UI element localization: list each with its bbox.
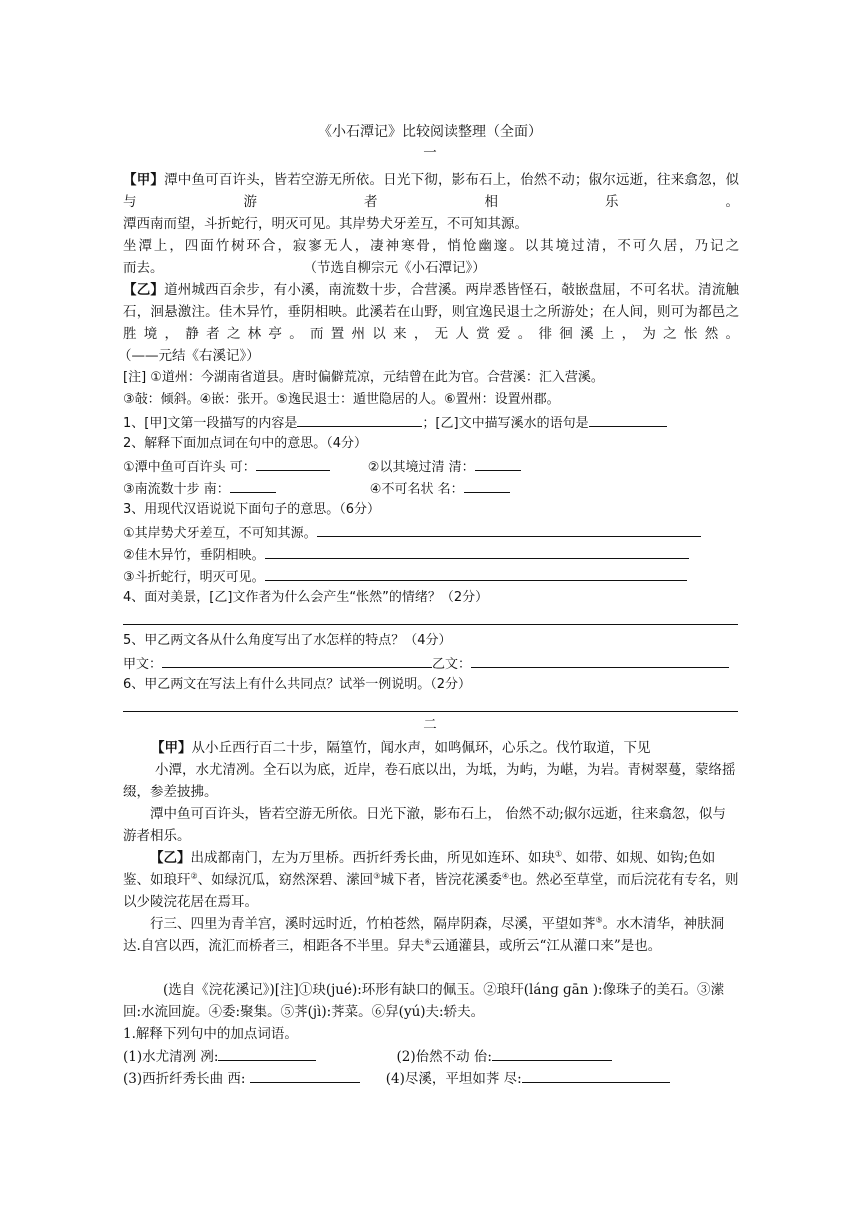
s1-yi-source: （——元结《右溪记》） bbox=[118, 348, 260, 364]
s1-yi-tag: 【乙】 bbox=[123, 282, 165, 298]
s2-q1-answer-4[interactable] bbox=[522, 1067, 670, 1083]
s2-q1-answer-3[interactable] bbox=[250, 1067, 360, 1083]
s1-question-6: 6、甲乙两文在写法上有什么共同点？试举一例说明。（2分） bbox=[123, 677, 472, 692]
s1-question-5-answers bbox=[123, 652, 729, 674]
s1-q3-item-2: ②佳木异竹，垂阴相映。 bbox=[123, 548, 265, 563]
s1-question-4: 4、面对美景，[乙]文作者为什么会产生“怅然”的情绪？（2分） bbox=[123, 590, 489, 605]
s1-note-2: ③敧：倾斜。④嵌：张开。⑤逸民退士：遁世隐居的人。⑥置州：设置州郡。 bbox=[123, 392, 560, 407]
s2-q1-item-2: (2)佁然不动 佁: bbox=[396, 1049, 492, 1065]
s1-question-2: 2、解释下面加点词在句中的意思。（4分） bbox=[123, 436, 368, 451]
s2-jia-paragraph-2: 潭中鱼可百许头，皆若空游无所依。日光下澈，影布石上， 佁然不动;俶尔远逝，往来翕忽，似与游者相乐。 bbox=[123, 806, 726, 844]
s1-question-1 bbox=[123, 411, 667, 433]
s2-jia-tag: 【甲】 bbox=[151, 740, 192, 756]
s1-q1-answer-b[interactable] bbox=[589, 411, 667, 427]
s1-q3-answer-2[interactable] bbox=[265, 543, 689, 559]
s1-question-2-row-1 bbox=[123, 455, 521, 477]
s1-q2-answer-4[interactable] bbox=[464, 477, 510, 493]
s2-yi-text-2b: 。水木清华，神肤洞达.自宫以西，流汇而桥者三，相距各不半里。舁夫 bbox=[123, 916, 725, 954]
s1-jia-paragraph-1 bbox=[123, 169, 739, 213]
s2-jia-paragraph-1a bbox=[151, 737, 651, 759]
s1-q3-item-1: ①其岸势犬牙差互，不可知其源。 bbox=[123, 526, 317, 541]
s1-jia-text-3b: 而去。 bbox=[123, 260, 164, 276]
s1-question-3-item-2 bbox=[123, 543, 689, 565]
s1-q1-part-b: ；[乙]文中描写溪水的语句是 bbox=[422, 416, 589, 431]
s1-yi-paragraph bbox=[123, 279, 739, 345]
s2-yi-paragraph-1 bbox=[123, 847, 739, 913]
s1-q3-item-3: ③斗折蛇行，明灭可见。 bbox=[123, 570, 265, 585]
s1-q5-jia-label: 甲文： bbox=[123, 657, 163, 672]
s1-q3-answer-3[interactable] bbox=[265, 565, 687, 581]
s1-q4-answer-line[interactable] bbox=[123, 624, 738, 625]
s2-question-1-row-1 bbox=[123, 1045, 612, 1067]
s1-question-3: 3、用现代汉语说说下面句子的意思。（6分） bbox=[123, 502, 381, 517]
s2-footnote-mark-6: ⑥ bbox=[424, 937, 432, 947]
s1-q2-item-3: ③南流数十步 南： bbox=[123, 482, 230, 497]
s1-jia-source: （节选自柳宗元《小石潭记》） bbox=[303, 260, 486, 276]
s2-q1-item-3: (3)西折纤秀长曲 西: bbox=[123, 1071, 250, 1087]
s2-footnote-mark-3: ③ bbox=[373, 871, 381, 881]
s1-q5-yi-answer[interactable] bbox=[471, 652, 729, 668]
s2-yi-text-2a: 行三、四里为青羊宫，溪时远时近，竹柏苍然，隔岸阴森，尽溪，平望如荠 bbox=[150, 916, 596, 932]
s1-question-3-item-1 bbox=[123, 521, 701, 543]
s2-footnote-mark-1: ① bbox=[555, 849, 563, 859]
s2-question-1-row-2 bbox=[123, 1067, 670, 1089]
s2-yi-text-a: 出成都南门，左为万里桥。西折纤秀长曲，所见如连环、如玦 bbox=[190, 850, 555, 866]
s2-footnote-mark-5: ⑤ bbox=[595, 915, 603, 925]
s2-yi-text-c: 、如绿沉瓜，窈然深碧、潆回 bbox=[197, 872, 374, 888]
s1-q3-answer-1[interactable] bbox=[317, 521, 701, 537]
s2-q1-answer-2[interactable] bbox=[492, 1045, 612, 1061]
s2-yi-text-d: 城下者，皆浣花溪委 bbox=[380, 872, 502, 888]
section-heading-1: 一 bbox=[423, 145, 437, 161]
s1-jia-tag: 【甲】 bbox=[123, 172, 165, 188]
s2-jia-text-1a: 从小丘西行百二十步，隔篁竹，闻水声，如鸣佩环，心乐之。伐竹取道，下见 bbox=[191, 740, 651, 756]
document-title: 《小石潭记》比较阅读整理（全面） bbox=[318, 124, 542, 140]
s1-jia-paragraph-3a: 坐潭上，四面竹树环合，寂寥无人，凄神寒骨，悄怆幽邃。以其境过清，不可久居，乃记之 bbox=[123, 238, 739, 254]
s2-yi-text-e: 也。然必至草堂，而后浣花有专名，则以少陵浣花居在焉耳。 bbox=[123, 872, 739, 910]
s1-q1-part-a: 1、[甲]文第一段描写的内容是 bbox=[123, 416, 298, 431]
s1-q1-answer-a[interactable] bbox=[297, 411, 422, 427]
s2-yi-text-2c: 云通灌县，或所云“江从灌口来”是也。 bbox=[431, 938, 662, 954]
s2-q1-answer-1[interactable] bbox=[218, 1045, 316, 1061]
s1-q2-item-1: ①潭中鱼可百许头 可： bbox=[123, 460, 256, 475]
s2-yi-paragraph-2 bbox=[123, 913, 739, 957]
s1-q5-jia-answer[interactable] bbox=[162, 652, 432, 668]
s1-yi-text: 道州城西百余步，有小溪，南流数十步，合营溪。两岸悉皆怪石，敧嵌盘屈，不可名状。清流触石，洄悬激注。佳木异竹，垂阴相映。此溪若在山野，则宜逸民退士之所游处；在人间，则可为都邑之胜境，静者之林亭。而置州以来，无人赏爱。徘徊溪上，为之怅然。 bbox=[123, 282, 740, 342]
s1-q5-yi-label: 乙文： bbox=[432, 657, 472, 672]
s1-jia-text-1: 潭中鱼可百许头，皆若空游无所依。日光下彻，影布石上，佁然不动；俶尔远逝，往来翕忽，似与游者相乐。 bbox=[123, 172, 740, 210]
s2-question-1: 1.解释下列句中的加点词语。 bbox=[123, 1026, 298, 1042]
s2-q1-item-1: (1)水尤清冽 冽: bbox=[123, 1049, 219, 1065]
s2-q1-item-4: (4)尽溪，平坦如荠 尽: bbox=[385, 1071, 522, 1087]
s1-q2-answer-2[interactable] bbox=[475, 455, 521, 471]
s1-q6-answer-line[interactable] bbox=[123, 711, 738, 712]
s1-jia-paragraph-2: 潭西南而望，斗折蛇行，明灭可见。其岸势犬牙差互，不可知其源。 bbox=[123, 216, 528, 232]
s1-q2-item-2: ②以其境过清 清： bbox=[367, 460, 475, 475]
s1-question-3-item-3 bbox=[123, 565, 687, 587]
s1-q2-item-4: ④不可名状 名： bbox=[369, 482, 464, 497]
s2-footnote-mark-4: ④ bbox=[501, 871, 510, 881]
section-heading-2: 二 bbox=[423, 717, 437, 733]
s1-jia-paragraph-3b bbox=[123, 257, 486, 279]
s1-q2-answer-3[interactable] bbox=[230, 477, 276, 493]
s2-yi-text-b: 、如带、如规、如钩;色如鉴、如琅玕 bbox=[123, 850, 716, 888]
s1-question-5: 5、甲乙两文各从什么角度写出了水怎样的特点？（4分） bbox=[123, 633, 452, 648]
s2-yi-tag: 【乙】 bbox=[150, 850, 191, 866]
s2-jia-paragraph-1b: 小潭，水尤清冽。全石以为底，近岸，卷石底以出，为坻，为屿，为嵁，为岩。青树翠蔓，蒙络摇缀，参差披拂。 bbox=[123, 762, 736, 800]
s1-question-2-row-2 bbox=[123, 477, 510, 499]
s2-footnote-mark-2: ② bbox=[190, 871, 198, 881]
s1-note-1: [注] ①道州：今湖南省道县。唐时偏僻荒凉，元结曾在此为官。合营溪：汇入营溪。 bbox=[123, 370, 604, 385]
s2-notes: (选自《浣花溪记》)[注]①玦(jué):环形有缺口的佩玉。②琅玕(lánɡ ɡān ):像珠子的美石。③潆回:水流回旋。④委:聚集。⑤荠(jì):荠菜。⑥舁(yú)夫:轿夫。 bbox=[123, 982, 725, 1020]
s1-q2-answer-1[interactable] bbox=[256, 455, 330, 471]
